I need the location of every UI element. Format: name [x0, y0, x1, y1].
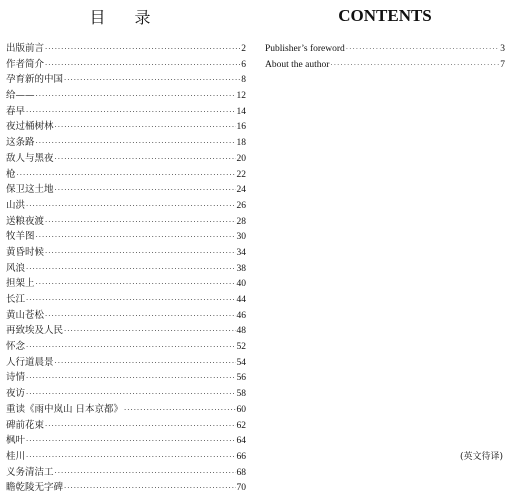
toc-entry-title: 给——: [6, 90, 35, 102]
toc-entry-title: 人行道晨景: [6, 356, 54, 368]
toc-entry-title: 春早: [6, 105, 26, 117]
toc-entry[interactable]: [6, 276, 246, 292]
toc-entry[interactable]: [6, 449, 246, 465]
toc-entry[interactable]: [265, 58, 505, 74]
toc-entry[interactable]: [6, 214, 246, 230]
toc-entry[interactable]: [6, 72, 246, 88]
toc-entry-title: 担架上: [6, 278, 35, 290]
toc-entry-title: 义务清洁工: [6, 466, 54, 478]
toc-entry[interactable]: [6, 198, 246, 214]
toc-entry[interactable]: [6, 182, 246, 198]
toc-entry-page-number: 30: [236, 232, 246, 243]
dot-leader: [45, 419, 235, 434]
toc-entry-title: 再致埃及人民: [6, 325, 64, 337]
toc-entry-page-number: 8: [241, 75, 246, 86]
toc-entry-title: 作者简介: [6, 58, 45, 70]
toc-entry-title: 敌人与黑夜: [6, 152, 54, 164]
dot-leader: [36, 89, 236, 104]
dot-leader: [45, 246, 235, 261]
toc-entry-title: 夜访: [6, 388, 26, 400]
toc-entry-page-number: 68: [236, 467, 246, 478]
dot-leader: [55, 120, 236, 135]
dot-leader: [64, 73, 240, 88]
toc-entry[interactable]: [6, 480, 246, 496]
chinese-toc-list: [6, 41, 246, 496]
toc-entry-page-number: 18: [236, 138, 246, 149]
dot-leader: [45, 215, 235, 230]
toc-entry-page-number: 3: [500, 44, 505, 54]
toc-entry[interactable]: [6, 339, 246, 355]
toc-entry[interactable]: [6, 41, 246, 57]
dot-leader: [55, 152, 236, 167]
dot-leader: [26, 105, 235, 120]
toc-entry[interactable]: [6, 245, 246, 261]
toc-entry[interactable]: [6, 465, 246, 481]
dot-leader: [36, 277, 236, 292]
dot-leader: [45, 309, 235, 324]
dot-leader: [55, 356, 236, 371]
toc-entry[interactable]: [6, 135, 246, 151]
toc-entry-title: 桂川: [6, 450, 26, 462]
toc-entry-page-number: 62: [236, 420, 246, 431]
translation-pending-note: (英文待译): [459, 452, 503, 462]
toc-entry[interactable]: [6, 57, 246, 73]
toc-entry-page-number: 14: [236, 106, 246, 117]
dot-leader: [45, 42, 240, 57]
toc-entry-page-number: 7: [500, 59, 505, 70]
dot-leader: [26, 262, 235, 277]
toc-entry-page-number: 66: [236, 451, 246, 462]
chinese-contents-heading: 目 录: [89, 8, 163, 27]
dot-leader: [26, 450, 235, 465]
toc-entry[interactable]: [6, 104, 246, 120]
dot-leader: [64, 481, 235, 496]
toc-entry-page-number: 48: [236, 326, 246, 337]
toc-entry[interactable]: [6, 261, 246, 277]
toc-entry[interactable]: [6, 292, 246, 308]
toc-entry[interactable]: [6, 151, 246, 167]
toc-entry-title: 黄昏时候: [6, 246, 45, 258]
toc-entry-page-number: 22: [236, 169, 246, 180]
toc-entry-title: 山洪: [6, 199, 26, 211]
toc-entry-title: 怀念: [6, 341, 26, 353]
toc-entry-page-number: 60: [236, 404, 246, 415]
toc-entry-title: 牧羊图: [6, 231, 35, 243]
toc-entry-page-number: 34: [236, 247, 246, 258]
toc-entry-title: 碑前花束: [6, 419, 45, 431]
toc-entry-page-number: 12: [236, 91, 246, 102]
toc-entry[interactable]: [265, 42, 505, 58]
toc-entry-title: 瞻乾陵无字碑: [6, 482, 64, 494]
dot-leader: [26, 371, 235, 386]
dot-leader: [55, 183, 236, 198]
toc-entry-title: 黄山苍松: [6, 309, 45, 321]
dot-leader: [26, 387, 235, 402]
toc-entry-page-number: 40: [236, 279, 246, 290]
toc-entry-title: About the author: [265, 59, 330, 70]
toc-entry-page-number: 54: [236, 357, 246, 368]
toc-entry-title: 这条路: [6, 137, 35, 149]
toc-entry-page-number: 28: [236, 216, 246, 227]
toc-entry-title: Publisher’s foreword: [265, 44, 345, 54]
dot-leader: [64, 324, 235, 339]
toc-entry-page-number: 20: [236, 153, 246, 164]
toc-entry-page-number: 6: [241, 59, 246, 70]
dot-leader: [26, 293, 235, 308]
dot-leader: [36, 136, 236, 151]
dot-leader: [26, 340, 235, 355]
toc-entry[interactable]: [6, 386, 246, 402]
toc-entry[interactable]: [6, 402, 246, 418]
toc-entry-title: 孕育新的中国: [6, 74, 64, 86]
dot-leader: [45, 58, 240, 73]
toc-entry-page-number: 44: [236, 295, 246, 305]
english-contents-heading: CONTENTS: [338, 6, 432, 25]
toc-entry[interactable]: [6, 323, 246, 339]
dot-leader: [55, 466, 236, 481]
toc-entry-title: 枪: [6, 168, 16, 180]
toc-entry-title: 重读《雨中岚山 日本京都》: [6, 403, 124, 415]
toc-entry-page-number: 58: [236, 389, 246, 400]
toc-entry[interactable]: [6, 418, 246, 434]
toc-entry-page-number: 56: [236, 373, 246, 384]
toc-entry[interactable]: [6, 229, 246, 245]
dot-leader: [330, 58, 499, 74]
toc-entry[interactable]: [6, 370, 246, 386]
toc-entry[interactable]: [6, 167, 246, 183]
toc-entry-page-number: 38: [236, 263, 246, 274]
toc-entry-title: 长江: [6, 294, 26, 305]
dot-leader: [26, 434, 235, 449]
toc-entry[interactable]: [6, 119, 246, 135]
toc-entry-title: 诗情: [6, 372, 26, 384]
toc-entry-title: 保卫这土地: [6, 184, 54, 196]
toc-entry-title: 枫叶: [6, 435, 26, 447]
toc-entry-page-number: 64: [236, 436, 246, 447]
toc-entry-page-number: 2: [241, 44, 246, 54]
dot-leader: [36, 230, 236, 245]
toc-entry-page-number: 24: [236, 185, 246, 196]
toc-entry-page-number: 16: [236, 122, 246, 133]
toc-entry-title: 送粮夜渡: [6, 215, 45, 227]
dot-leader: [17, 168, 236, 183]
toc-entry-title: 夜过桶树林: [6, 121, 54, 133]
toc-entry-page-number: 46: [236, 310, 246, 321]
toc-entry-page-number: 70: [236, 483, 246, 494]
toc-entry-title: 出版前言: [6, 43, 45, 54]
toc-entry[interactable]: [6, 88, 246, 104]
toc-entry-page-number: 52: [236, 342, 246, 353]
toc-entry-title: 风浪: [6, 262, 26, 274]
dot-leader: [26, 199, 235, 214]
toc-entry[interactable]: [6, 355, 246, 371]
toc-entry-page-number: 26: [236, 200, 246, 211]
dot-leader: [346, 42, 499, 58]
dot-leader: [124, 403, 235, 418]
toc-entry[interactable]: [6, 308, 246, 324]
english-toc-list: [265, 42, 505, 73]
toc-entry[interactable]: [6, 433, 246, 449]
